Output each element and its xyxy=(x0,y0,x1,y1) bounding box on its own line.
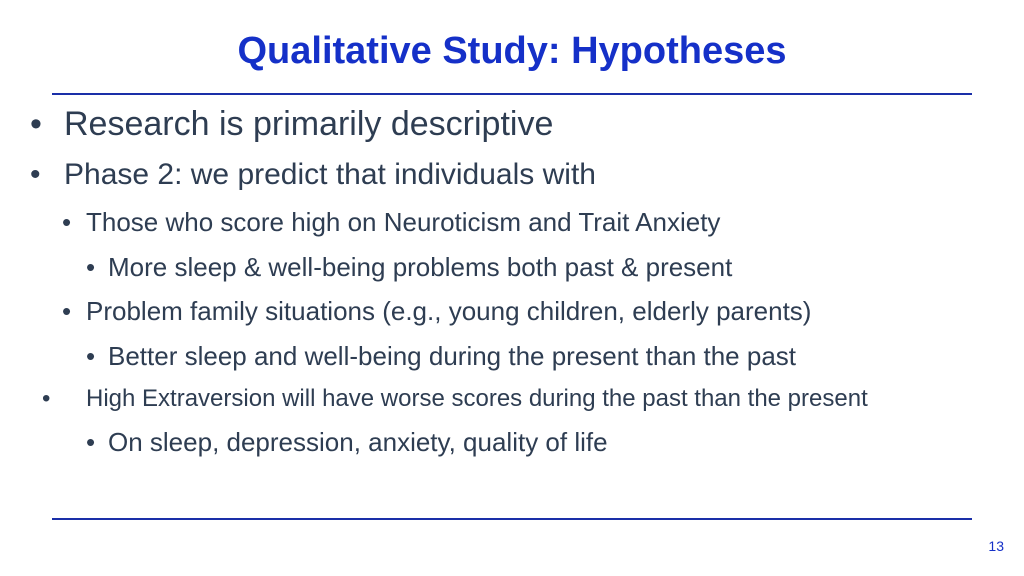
bullet-dot: • xyxy=(86,341,96,371)
bullet-text: More sleep & well-being problems both past & present xyxy=(108,252,733,282)
bullet-text: Research is primarily descriptive xyxy=(64,105,554,143)
bullet-text: Better sleep and well-being during the present than the past xyxy=(108,341,797,371)
bullet-dot: • xyxy=(62,207,72,237)
bullet-text: On sleep, depression, anxiety, quality of life xyxy=(108,427,608,457)
bullet-dot: • xyxy=(86,252,96,282)
bullet-text: Those who score high on Neuroticism and Trait Anxiety xyxy=(86,207,721,237)
footer-divider xyxy=(52,518,972,520)
slide-title: Qualitative Study: Hypotheses xyxy=(237,30,787,72)
bullet-text: High Extraversion will have worse scores during the past than the present xyxy=(86,385,868,412)
title-divider xyxy=(52,93,972,95)
bullet-dot: • xyxy=(30,105,42,143)
page-number: 13 xyxy=(988,538,1004,554)
bullet-dot: • xyxy=(42,385,51,412)
bullet-dot: • xyxy=(62,296,72,326)
bullet-text: Phase 2: we predict that individuals with xyxy=(64,158,596,191)
bullet-dot: • xyxy=(86,427,96,457)
bullet-dot: • xyxy=(30,158,41,191)
bullet-text: Problem family situations (e.g., young children, elderly parents) xyxy=(86,296,812,326)
